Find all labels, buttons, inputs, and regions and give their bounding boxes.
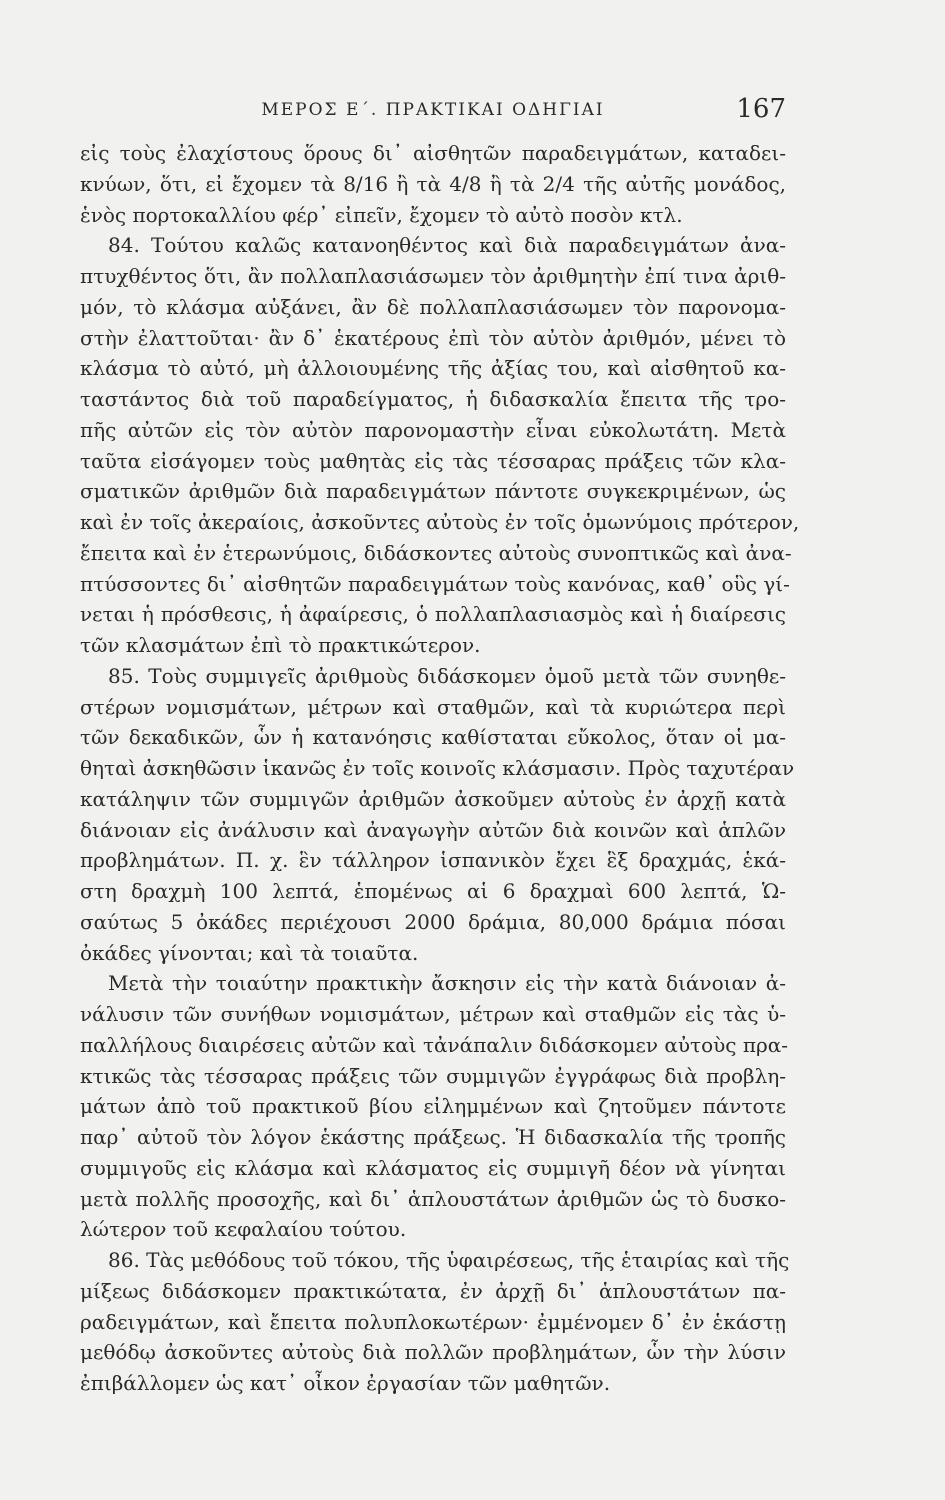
- text-line: συμμιγοῦς εἰς κλάσμα καὶ κλάσματος εἰς συμμιγῆ δέον νὰ γίνηται: [80, 1155, 786, 1180]
- text-line: καὶ ἐν τοῖς ἀκεραίοις, ἀσκοῦντες αὐτοὺς ἐν τοῖς ὁμωνύμοις πρότερον,: [80, 510, 800, 534]
- text-line: μάτων ἀπὸ τοῦ πρακτικοῦ βίου εἰλημμένων καὶ ζητοῦμεν πάντοτε: [80, 1094, 786, 1119]
- text-line: πῆς αὐτῶν εἰς τὸν αὐτὸν παρονομαστὴν εἶναι εὐκολωτάτη. Μετὰ: [80, 417, 786, 442]
- text-line: πτύσσοντες δι᾿ αἰσθητῶν παραδειγμάτων τοὺς κανόνας, καθ᾿ οὓς γί-: [80, 571, 790, 596]
- text-line: παλλήλους διαιρέσεις αὐτῶν καὶ τἀνάπαλιν διδάσκομεν αὐτοὺς πρα-: [80, 1032, 789, 1057]
- page-number: 167: [736, 94, 786, 124]
- text-line: ραδειγμάτων, καὶ ἔπειτα πολυπλοκωτέρων· ἐμμένομεν δ᾿ ἐν ἑκάστῃ: [80, 1309, 786, 1334]
- text-line: σματικῶν ἀριθμῶν διὰ παραδειγμάτων πάντοτε συγκεκριμένων, ὡς: [80, 479, 786, 504]
- text-line: πτυχθέντος ὅτι, ἂν πολλαπλασιάσωμεν τὸν ἀριθμητὴν ἐπί τινα ἀριθ-: [80, 264, 786, 288]
- text-line: κατάληψιν τῶν συμμιγῶν ἀριθμῶν ἀσκοῦμεν αὐτοὺς ἐν ἀρχῇ κατὰ: [80, 786, 786, 811]
- text-line: στέρων νομισμάτων, μέτρων καὶ σταθμῶν, καὶ τὰ κυριώτερα περὶ: [80, 694, 786, 719]
- text-line: μετὰ πολλῆς προσοχῆς, καὶ δι᾿ ἁπλουστάτων ἀριθμῶν ὡς τὸ δυσκο-: [80, 1186, 786, 1211]
- text-line: διάνοιαν εἰς ἀνάλυσιν καὶ ἀναγωγὴν αὐτῶν διὰ κοινῶν καὶ ἁπλῶν: [80, 817, 786, 842]
- text-line: νεται ἡ πρόσθεσις, ἡ ἀφαίρεσις, ὁ πολλαπλασιασμὸς καὶ ἡ διαίρεσις: [80, 602, 786, 627]
- text-line: παρ᾿ αὐτοῦ τὸν λόγον ἑκάστης πράξεως. Ἡ διδασκαλία τῆς τροπῆς: [80, 1125, 786, 1149]
- text-line: 84. Τούτου καλῶς κατανοηθέντος καὶ διὰ παραδειγμάτων ἀνα-: [108, 233, 786, 258]
- text-line: ἔπειτα καὶ ἐν ἑτερωνύμοις, διδάσκοντες αὐτοὺς συνοπτικῶς καὶ ἀνα-: [80, 540, 792, 565]
- text-line: τῶν δεκαδικῶν, ὧν ἡ κατανόησις καθίσταται εὔκολος, ὅταν οἱ μα-: [80, 725, 786, 750]
- text-line: ὀκάδες γίνονται; καὶ τὰ τοιαῦτα.: [80, 940, 419, 965]
- text-line: κνύων, ὅτι, εἰ ἔχομεν τὰ 8/16 ἢ τὰ 4/8 ἢ τὰ 2/4 τῆς αὐτῆς μονάδος,: [80, 171, 786, 196]
- text-line: προβλημάτων. Π. χ. ἓν τάλληρον ἱσπανικὸν ἔχει ἓξ δραχμάς, ἑκά-: [80, 848, 786, 873]
- text-line: θηταὶ ἀσκηθῶσιν ἱκανῶς ἐν τοῖς κοινοῖς κλάσμασιν. Πρὸς ταχυτέραν: [80, 756, 795, 780]
- text-line: ταστάντος διὰ τοῦ παραδείγματος, ἡ διδασκαλία ἔπειτα τῆς τρο-: [80, 387, 786, 411]
- body-text: [80, 138, 800, 1399]
- page-header: [80, 94, 786, 128]
- text-line: νάλυσιν τῶν συνήθων νομισμάτων, μέτρων καὶ σταθμῶν εἰς τὰς ὑ-: [80, 1002, 786, 1026]
- text-line: κτικῶς τὰς τέσσαρας πράξεις τῶν συμμιγῶν ἐγγράφως διὰ προβλη-: [80, 1063, 786, 1088]
- text-line: ἑνὸς πορτοκαλλίου φέρ᾿ εἰπεῖν, ἔχομεν τὸ αὐτὸ ποσὸν κτλ.: [80, 202, 683, 227]
- text-line: στὴν ἐλαττοῦται· ἂν δ᾿ ἑκατέρους ἐπὶ τὸν αὐτὸν ἀριθμόν, μένει τὸ: [80, 325, 786, 350]
- text-line: μίξεως διδάσκομεν πρακτικώτατα, ἐν ἀρχῇ δι᾿ ἁπλουστάτων πα-: [80, 1278, 786, 1303]
- text-line: 85. Τοὺς συμμιγεῖς ἀριθμοὺς διδάσκομεν ὁμοῦ μετὰ τῶν συνηθε-: [108, 663, 786, 688]
- text-line: μόν, τὸ κλάσμα αὐξάνει, ἂν δὲ πολλαπλασιάσωμεν τὸν παρονομα-: [80, 294, 786, 319]
- text-line: λώτερον τοῦ κεφαλαίου τούτου.: [80, 1217, 407, 1242]
- text-line: στη δραχμὴ 100 λεπτά, ἑπομένως αἱ 6 δραχμαὶ 600 λεπτά, Ὡ-: [80, 879, 786, 903]
- text-line: Μετὰ τὴν τοιαύτην πρακτικὴν ἄσκησιν εἰς τὴν κατὰ διάνοιαν ἀ-: [108, 971, 786, 996]
- text-line: τῶν κλασμάτων ἐπὶ τὸ πρακτικώτερον.: [80, 633, 481, 657]
- text-line: κλάσμα τὸ αὐτό, μὴ ἀλλοιουμένης τῆς ἀξίας του, καὶ αἰσθητοῦ κα-: [80, 356, 786, 381]
- text-line: 86. Τὰς μεθόδους τοῦ τόκου, τῆς ὑφαιρέσεως, τῆς ἑταιρίας καὶ τῆς: [108, 1248, 790, 1272]
- text-line: σαύτως 5 ὀκάδες περιέχουσι 2000 δράμια, 80,000 δράμια πόσαι: [80, 909, 786, 934]
- running-title: ΜΕΡΟΣ Ε΄. ΠΡΑΚΤΙΚΑΙ ΟΔΗΓΙΑΙ: [261, 100, 605, 120]
- text-line: εἰς τοὺς ἐλαχίστους ὅρους δι᾿ αἰσθητῶν παραδειγμάτων, καταδει-: [80, 141, 786, 165]
- text-line: ἐπιβάλλομεν ὡς κατ᾿ οἶκον ἐργασίαν τῶν μαθητῶν.: [80, 1371, 611, 1395]
- text-line: ταῦτα εἰσάγομεν τοὺς μαθητὰς εἰς τὰς τέσσαρας πράξεις τῶν κλα-: [80, 448, 786, 473]
- text-line: μεθόδῳ ἀσκοῦντες αὐτοὺς διὰ πολλῶν προβλημάτων, ὧν τὴν λύσιν: [80, 1340, 786, 1365]
